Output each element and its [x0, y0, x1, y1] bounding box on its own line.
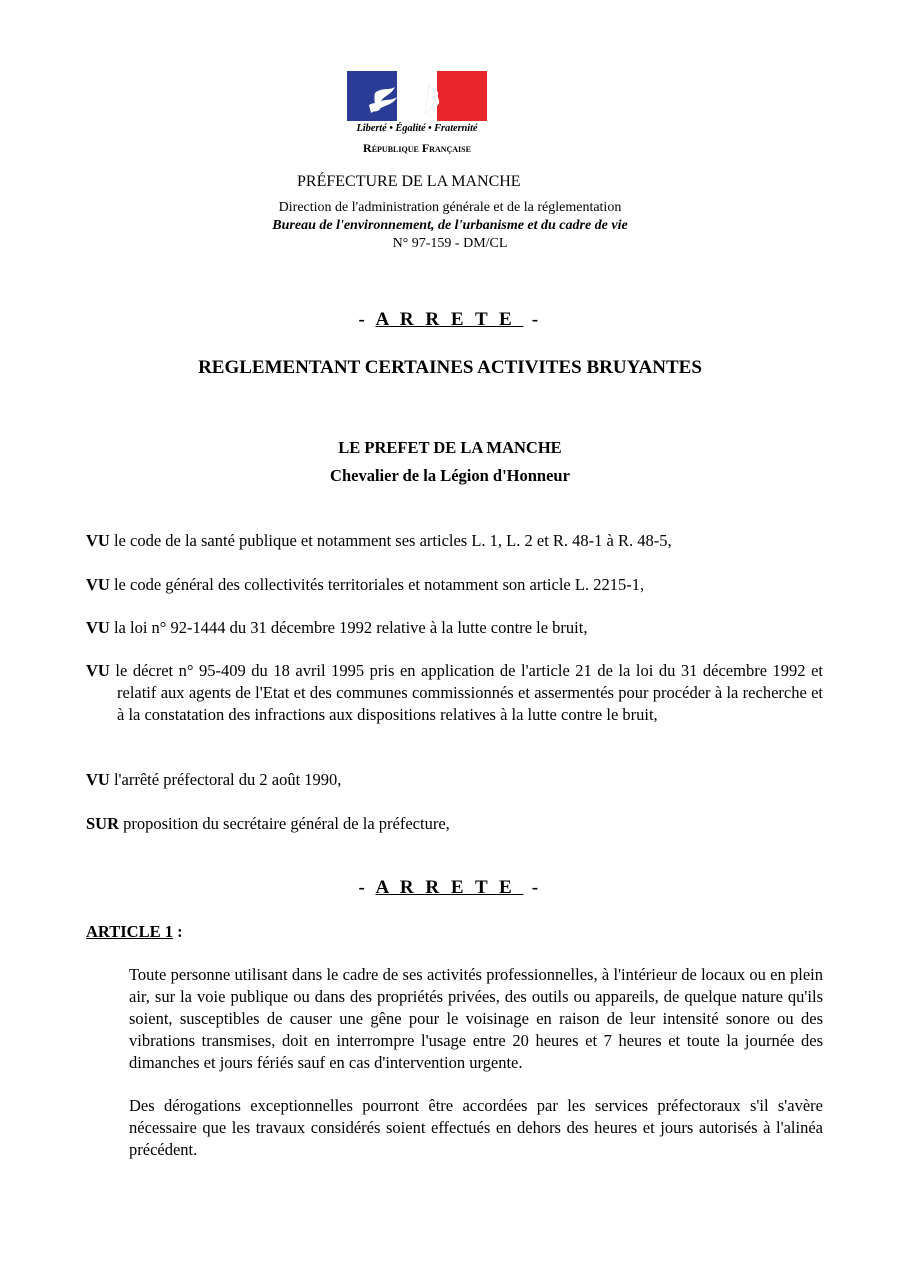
chevalier-line: Chevalier de la Légion d'Honneur [330, 466, 570, 485]
article-label: ARTICLE 1 [86, 922, 173, 941]
reference-number: N° 97-159 - DM/CL [392, 236, 508, 251]
arrete-heading-2 [0, 877, 900, 899]
visa-keyword: VU [86, 770, 110, 789]
article-paragraph: Des dérogations exceptionnelles pourront être accordées par les services préfectoraux s'il s'avère nécessaire que les travaux considérés soient effectués en dehors des heures et jours autorisés à l'alinéa précédent. [129, 1096, 823, 1159]
visa-keyword: VU [86, 531, 110, 550]
article-paragraph: Toute personne utilisant dans le cadre de ses activités professionnelles, à l'intérieur de locaux ou en plein air, sur la voie publique ou dans des propriétés privées, des outils ou appareils, de quelque nature qu'ils soient, susceptibles de causer une gêne pour le voisinage en raison de leur intensité sonore ou des vibrations transmises, doit en interrompre l'usage entre 20 heures et 7 heures et toute la journée des dimanches et jours fériés sauf en cas d'intervention urgente. [129, 965, 823, 1072]
visa-text: l'arrêté préfectoral du 2 août 1990, [109, 770, 342, 789]
direction-line: Direction de l'administration générale et de la réglementation [278, 200, 622, 215]
article-suffix: : [172, 922, 183, 941]
dash-right: - [531, 309, 542, 330]
visa-item [86, 617, 823, 639]
arrete-label: A R R E T E [375, 309, 516, 330]
visa-text: le code général des collectivités territoriales et notamment son article L. 2215-1, [109, 575, 645, 594]
republic-name: République Française [363, 141, 471, 155]
visa-text: la loi n° 92-1444 du 31 décembre 1992 relative à la lutte contre le bruit, [109, 618, 588, 637]
dash-left: - [358, 877, 369, 898]
visa-keyword: SUR [86, 814, 120, 833]
visa-item [86, 574, 823, 596]
bureau-line: Bureau de l'environnement, de l'urbanisme et du cadre de vie [272, 218, 628, 233]
republique-logo [347, 71, 487, 159]
visa-item [86, 813, 823, 835]
prefecture-name: PRÉFECTURE DE LA MANCHE [297, 173, 521, 190]
visa-keyword: VU [86, 661, 110, 680]
visa-text: le décret n° 95-409 du 18 avril 1995 pris en application de l'article 21 de la loi du 31 décembre 1992 et relatif aux agents de l'Etat et des communes commissionnés et assermentés pour procéder à la recherche et à la constatation des infractions aux dispositions relatives à la lutte contre le bruit, [109, 661, 823, 724]
visa-keyword: VU [86, 575, 110, 594]
visa-keyword: VU [86, 618, 110, 637]
visa-item [86, 530, 823, 552]
arrete-heading [0, 309, 900, 331]
visa-text: le code de la santé publique et notamment ses articles L. 1, L. 2 et R. 48-1 à R. 48-5, [109, 531, 672, 550]
article-heading [86, 922, 183, 942]
republic-motto: Liberté • Égalité • Fraternité [356, 123, 478, 134]
visa-item [86, 660, 823, 726]
visa-text: proposition du secrétaire général de la préfecture, [119, 814, 450, 833]
marianne-flag-icon [347, 71, 487, 121]
prefet-line: LE PREFET DE LA MANCHE [338, 438, 562, 457]
arrete-label: A R R E T E [375, 877, 516, 898]
dash-right: - [531, 877, 542, 898]
dash-left: - [358, 309, 369, 330]
visa-item [86, 769, 823, 791]
document-title: REGLEMENTANT CERTAINES ACTIVITES BRUYANTES [198, 357, 702, 378]
